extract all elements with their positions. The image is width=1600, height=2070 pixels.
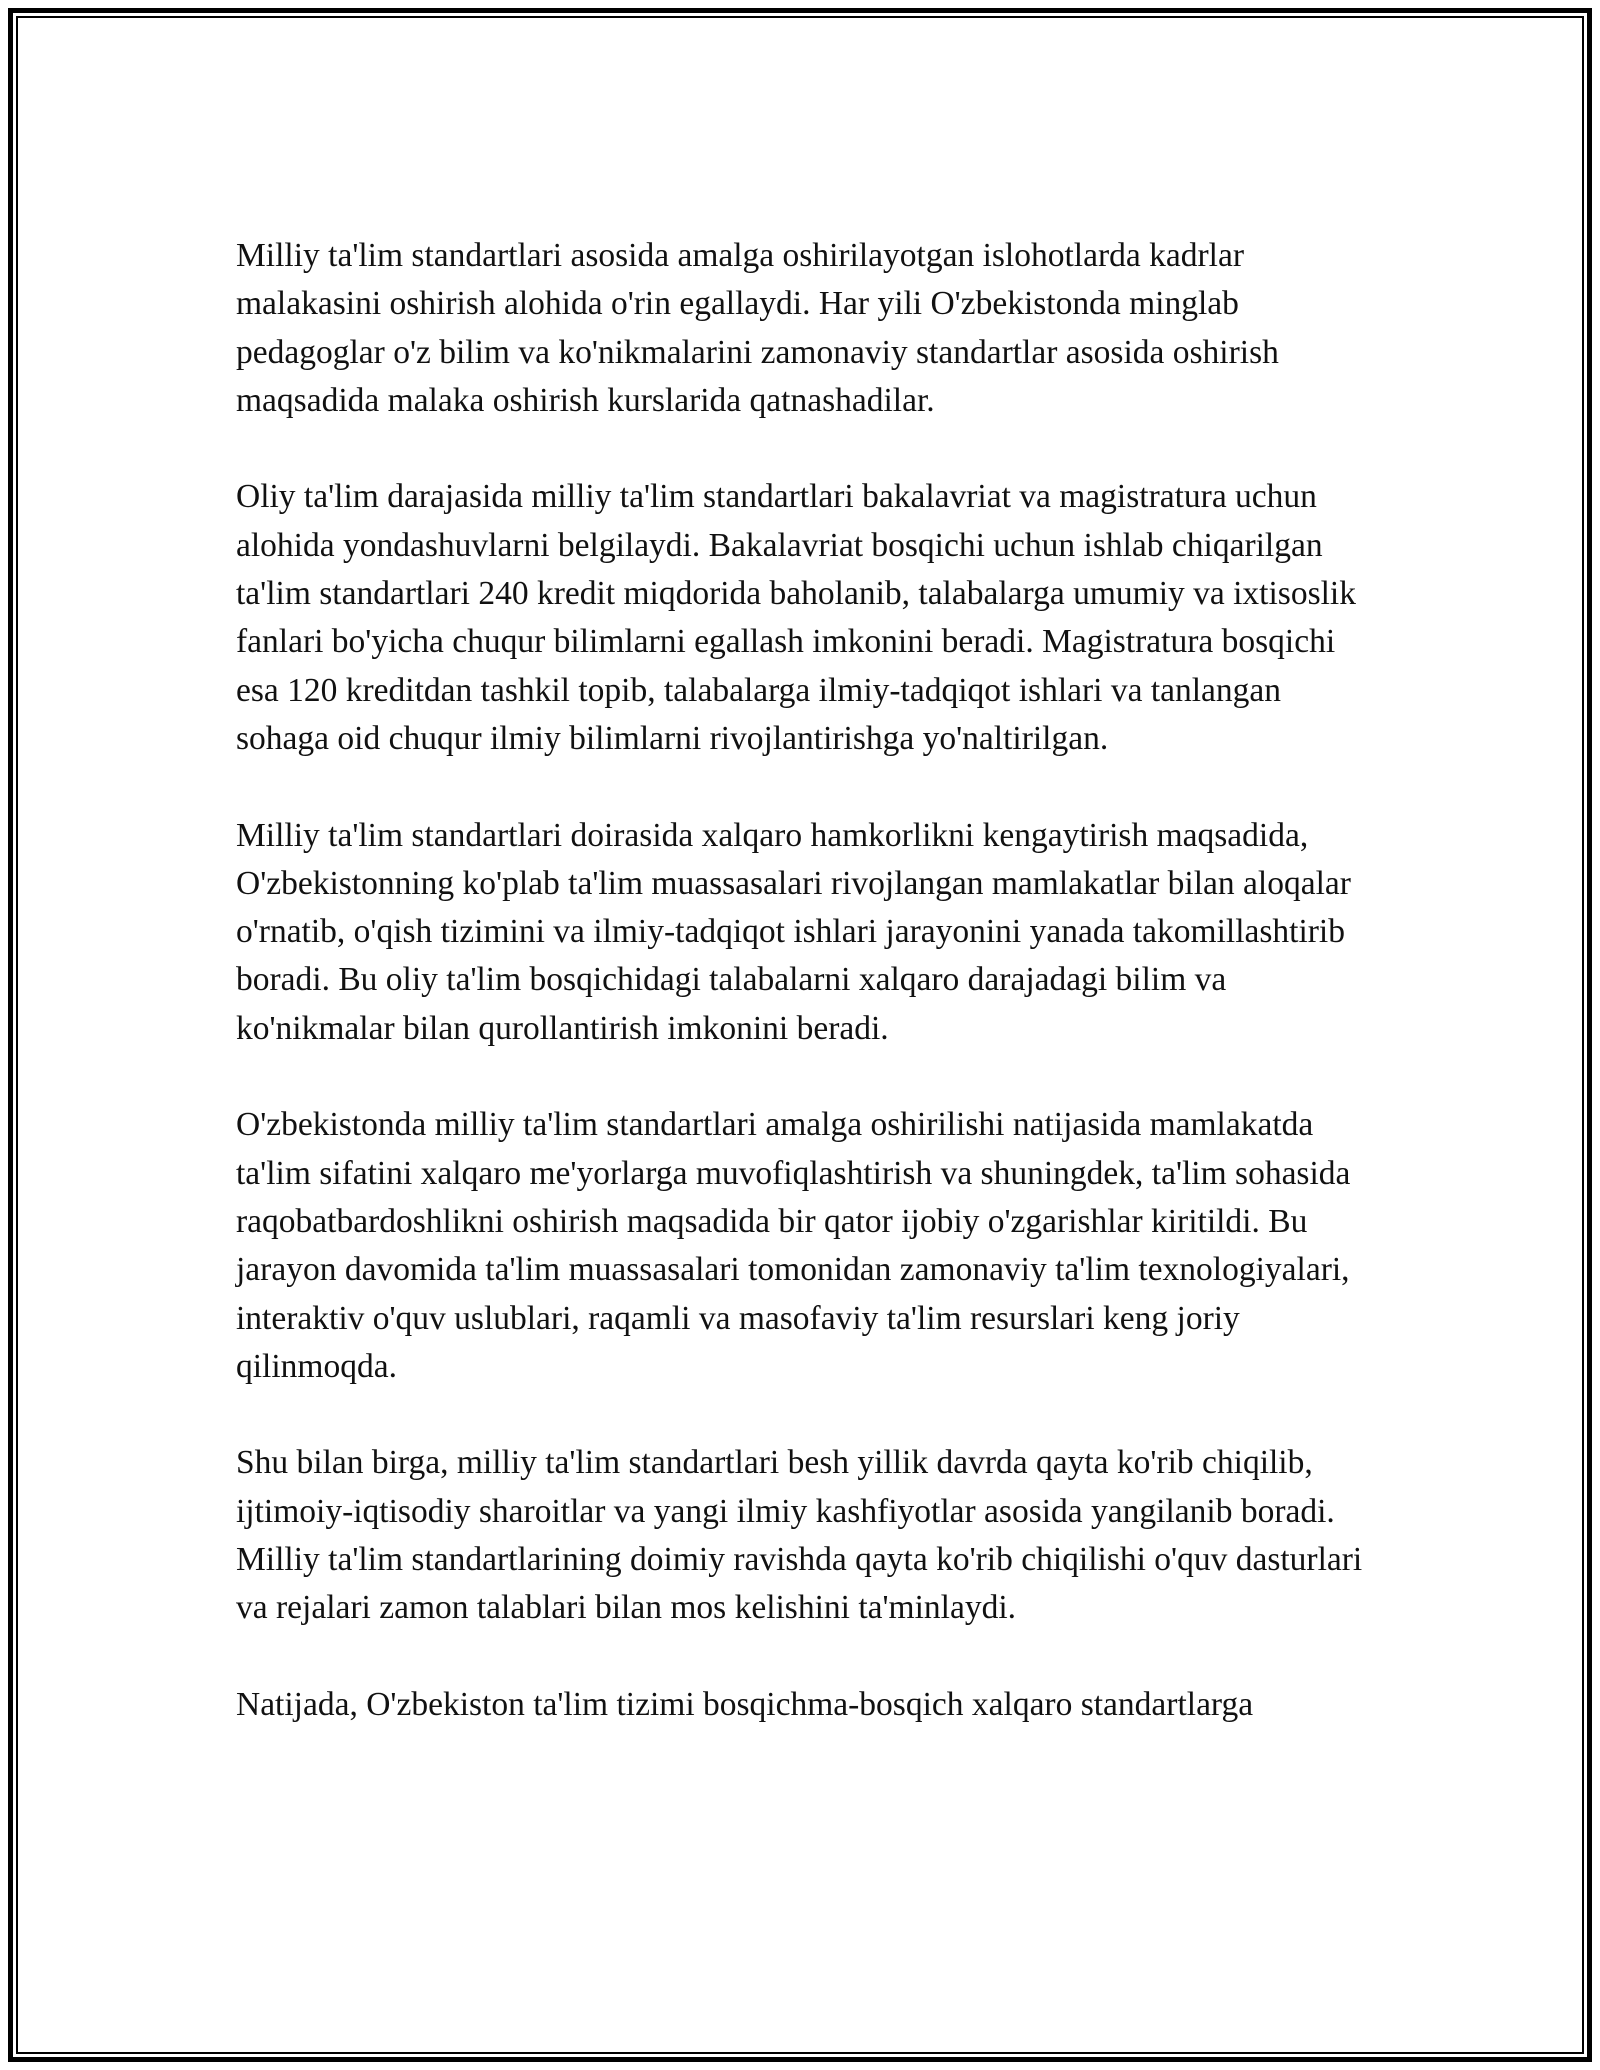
document-body bbox=[236, 232, 1376, 1729]
paragraph-6: Natijada, O'zbekiston ta'lim tizimi bosqichma-bosqich xalqaro standartlarga bbox=[236, 1685, 1254, 1723]
paragraph-5: Shu bilan birga, milliy ta'lim standartlari besh yillik davrda qayta ko'rib chiqilib, ijtimoiy-iqtisodiy sharoitlar va yangi ilmiy kashfiyotlar asosida yangilanib boradi. Milliy ta'lim standartlarining doimiy ravishda qayta ko'rib chiqilishi o'quv dasturlari va rejalari zamon talablari bilan mos kelishini ta'minlaydi. bbox=[236, 1444, 1363, 1627]
paragraph-4: O'zbekistonda milliy ta'lim standartlari amalga oshirilishi natijasida mamlakatda ta'lim sifatini xalqaro me'yorlarga muvofiqlashtirish va shuningdek, ta'lim sohasida raqobatbardoshlikni oshirish maqsadida bir qator ijobiy o'zgarishlar kiritildi. Bu jarayon davomida ta'lim muassasalari tomonidan zamonaviy ta'lim texnologiyalari, interaktiv o'quv uslublari, raqamli va masofaviy ta'lim resurslari keng joriy qilinmoqda. bbox=[236, 1106, 1351, 1385]
paragraph-3: Milliy ta'lim standartlari doirasida xalqaro hamkorlikni kengaytirish maqsadida, O'zbekistonning ko'plab ta'lim muassasalari rivojlangan mamlakatlar bilan aloqalar o'rnatib, o'qish tizimini va ilmiy-tadqiqot ishlari jarayonini yanada takomillashtirib boradi. Bu oliy ta'lim bosqichidagi talabalarni xalqaro darajadagi bilim va ko'nikmalar bilan qurollantirish imkonini beradi. bbox=[236, 816, 1351, 1047]
paragraph-1: Milliy ta'lim standartlari asosida amalga oshirilayotgan islohotlarda kadrlar malakasini oshirish alohida o'rin egallaydi. Har yili O'zbekistonda minglab pedagoglar o'z bilim va ko'nikmalarini zamonaviy standartlar asosida oshirish maqsadida malaka oshirish kurslarida qatnashadilar. bbox=[236, 237, 1279, 419]
paragraph-2: Oliy ta'lim darajasida milliy ta'lim standartlari bakalavriat va magistratura uchun alohida yondashuvlarni belgilaydi. Bakalavriat bosqichi uchun ishlab chiqarilgan ta'lim standartlari 240 kredit miqdorida baholanib, talabalarga umumiy va ixtisoslik fanlari bo'yicha chuqur bilimlarni egallash imkonini beradi. Magistratura bosqichi esa 120 kreditdan tashkil topib, talabalarga ilmiy-tadqiqot ishlari va tanlangan sohaga oid chuqur ilmiy bilimlarni rivojlantirishga yo'naltirilgan. bbox=[236, 478, 1356, 757]
